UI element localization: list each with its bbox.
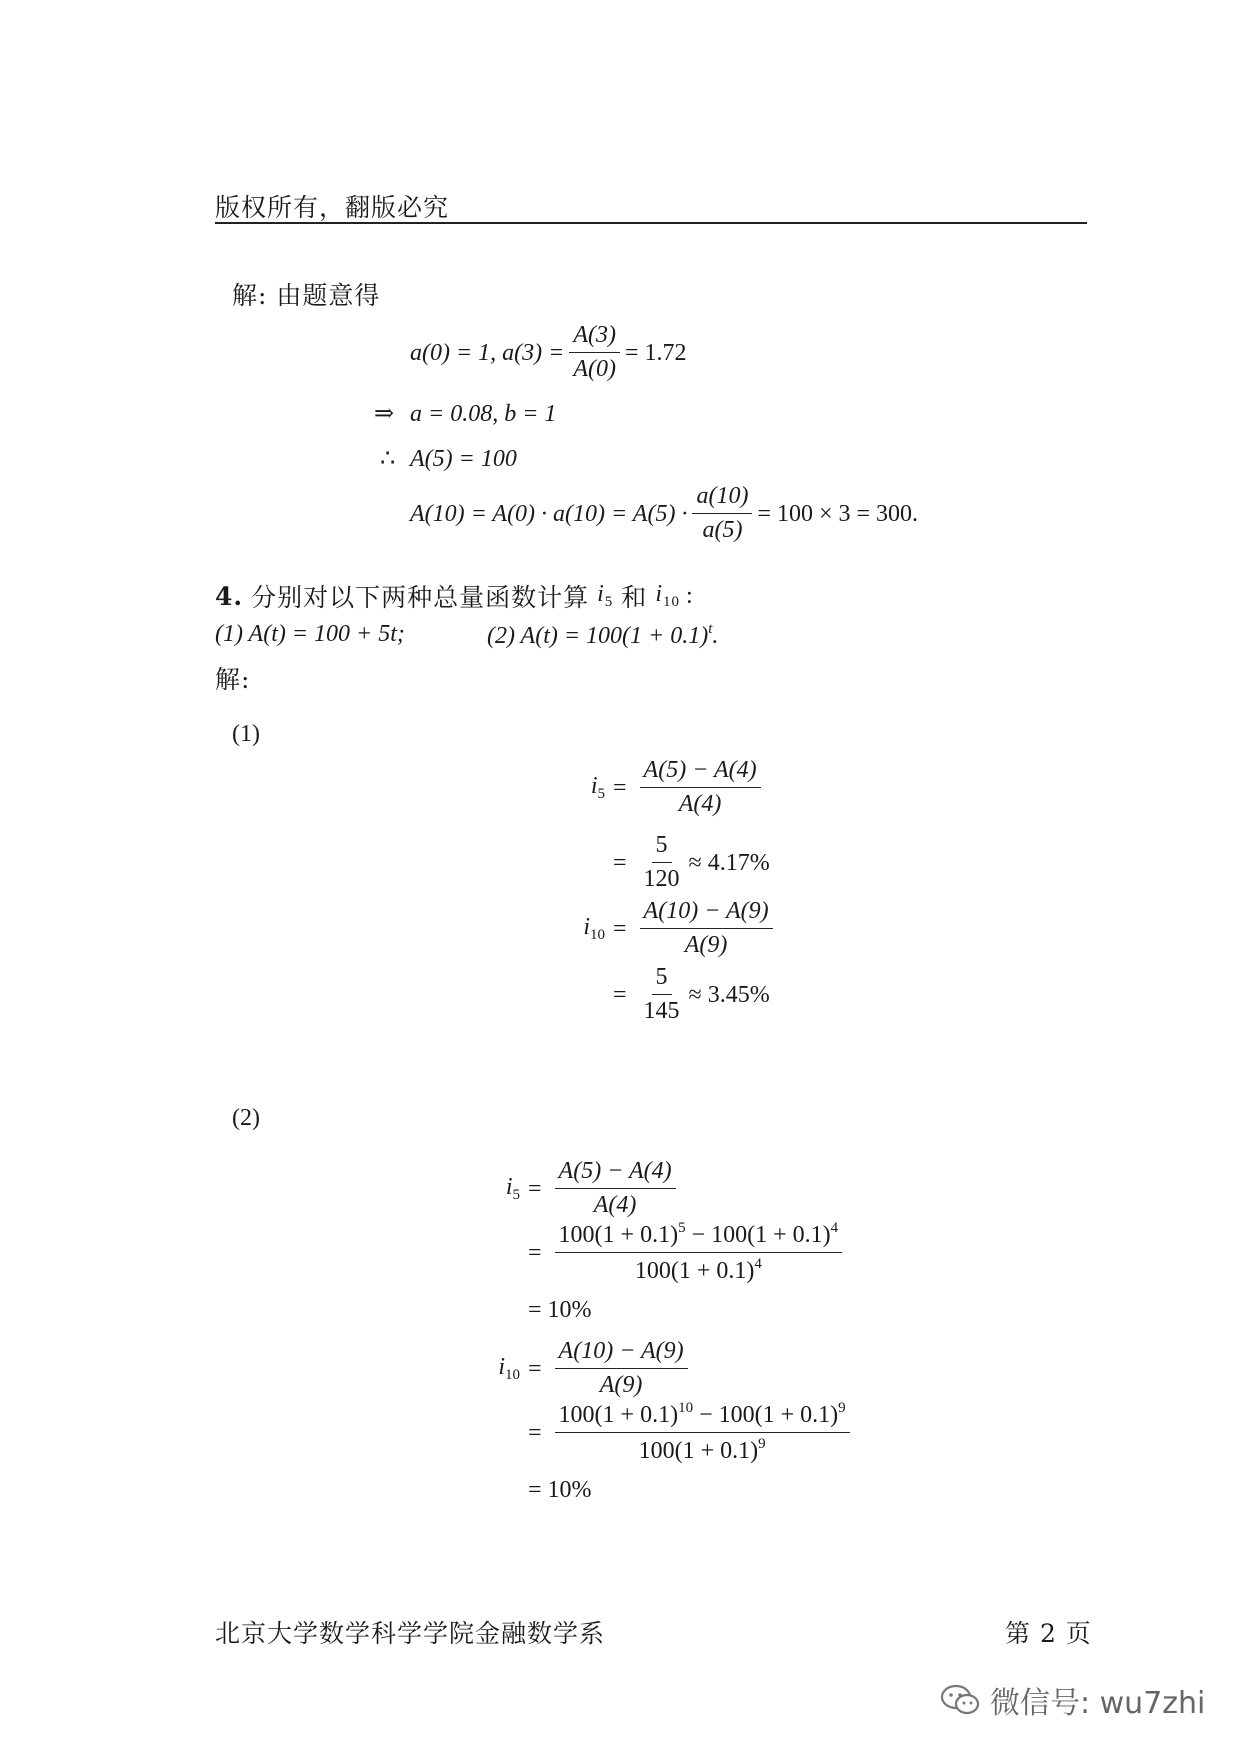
therefore-symbol: ∴ — [380, 446, 396, 472]
fraction-i10-expanded — [555, 1400, 850, 1465]
wechat-icon — [940, 1683, 982, 1717]
sub2-i10-line1: $i_{10}$ = $\frac{A(10) - A(9)}{A(9)}$ — [470, 1340, 855, 1398]
i5-lhs: $i_5$ — [505, 1174, 520, 1203]
frac-numerator: 5 — [652, 832, 672, 863]
answer-label: 解: — [215, 665, 251, 694]
item2-exponent: t — [708, 621, 713, 637]
subpart-1-label: (1) — [232, 721, 260, 747]
frac-numerator: A(5) − A(4) — [555, 1158, 676, 1189]
frac-denominator: a(5) — [702, 516, 743, 543]
eq-rhs: = 1.72 — [625, 339, 687, 366]
frac-numerator: $100(1 + 0.1)^5 - 100(1 + 0.1)^4$ — [555, 1220, 843, 1253]
equation-a-b: a = 0.08, b = 1 — [410, 401, 557, 427]
eq-lhs: A(10) = A(0) · a(10) = A(5) · — [410, 500, 688, 527]
sub2-i10-line2: = $\frac{100(1 + 0.1)^{10} - 100(1 + 0.1)^9}{100(1 + 0.1)^9}$ — [470, 1404, 855, 1462]
symbol-i10: $i_{10}$ — [655, 581, 680, 610]
footer-department: 北京大学数学科学学院金融数学系 — [215, 1619, 606, 1648]
sub1-i10-line2: = $\frac{5}{145}$ ≈ 3.45% — [613, 964, 770, 1024]
sub2-i5-line3 — [470, 1290, 855, 1330]
i5-result: = 10% — [528, 1297, 592, 1323]
fraction-i5 — [555, 1158, 676, 1219]
fraction-i5-expanded — [555, 1220, 843, 1285]
item2-period: . — [712, 623, 719, 649]
fraction-a10-a5 — [692, 483, 752, 544]
frac-numerator: A(10) − A(9) — [555, 1338, 688, 1369]
eq-rhs: = 100 × 3 = 300. — [757, 500, 919, 527]
problem-number: 4. — [215, 581, 244, 611]
subpart-2-derivation — [470, 1160, 855, 1510]
frac-numerator: A(5) − A(4) — [640, 757, 761, 788]
frac-numerator: A(10) − A(9) — [640, 898, 773, 929]
frac-numerator: $100(1 + 0.1)^{10} - 100(1 + 0.1)^9$ — [555, 1400, 850, 1433]
i10-lhs: $i_{10}$ — [583, 914, 605, 943]
sub2-i5-line2: = $\frac{100(1 + 0.1)^5 - 100(1 + 0.1)^4}{100(1 + 0.1)^4}$ — [470, 1224, 855, 1282]
item2-text: (2) A(t) = 100(1 + 0.1) — [487, 623, 709, 649]
problem-item-2 — [487, 622, 718, 648]
footer-page-number: 第 2 页 — [1005, 1619, 1092, 1648]
problem-and: 和 — [621, 583, 648, 612]
frac-denominator: 120 — [643, 866, 680, 892]
fraction-i10 — [555, 1338, 688, 1399]
sub1-i5-line1: $i_5$ = $\frac{A(5) - A(4)}{A(4)}$ — [555, 768, 778, 808]
watermark-text: 微信号: wu7zhi — [990, 1686, 1206, 1721]
eq-lhs: a(0) = 1, a(3) = — [410, 339, 565, 366]
symbol-i5: $i_5$ — [597, 581, 614, 610]
frac-denominator: A(9) — [684, 932, 728, 958]
sub2-i5-line1: $i_5$ = $\frac{A(5) - A(4)}{A(4)}$ — [470, 1160, 855, 1218]
sub2-i10-line3 — [470, 1470, 855, 1510]
fraction-i5 — [640, 757, 761, 818]
problem-text: 分别对以下两种总量函数计算 — [251, 583, 590, 612]
problem-item-1: (1) A(t) = 100 + 5t; — [215, 621, 405, 647]
i10-result: = 10% — [528, 1477, 592, 1503]
frac-denominator: $100(1 + 0.1)^4$ — [634, 1256, 762, 1284]
frac-denominator: 145 — [643, 998, 680, 1024]
sub1-i5-line2: = $\frac{5}{120}$ ≈ 4.17% — [613, 832, 770, 892]
frac-numerator: A(3) — [569, 322, 620, 353]
i5-lhs: $i_5$ — [590, 773, 605, 802]
frac-denominator: A(9) — [599, 1372, 643, 1398]
frac-denominator: A(4) — [678, 791, 722, 817]
fraction-5-145 — [640, 964, 684, 1025]
i5-result: ≈ 4.17% — [688, 850, 770, 876]
subpart-1-derivation — [555, 757, 778, 1024]
i10-result: ≈ 3.45% — [688, 982, 770, 1008]
frac-denominator: A(4) — [593, 1192, 637, 1218]
implies-symbol: ⇒ — [374, 401, 395, 427]
frac-numerator: a(10) — [692, 483, 752, 514]
i10-lhs: $i_{10}$ — [498, 1354, 520, 1383]
frac-denominator: A(0) — [573, 355, 617, 382]
wechat-watermark — [940, 1678, 1205, 1722]
frac-numerator: 5 — [652, 964, 672, 995]
problem-4-statement — [215, 578, 694, 614]
fraction-a3-a0 — [569, 322, 620, 383]
equation-A5: A(5) = 100 — [410, 446, 517, 472]
header-rule — [215, 222, 1087, 224]
fraction-5-120 — [640, 832, 684, 893]
equation-a0-a3 — [410, 322, 687, 383]
sub1-i10-line1: $i_{10}$ = $\frac{A(10) - A(9)}{A(9)}$ — [555, 900, 778, 958]
solution-intro: 解: 由题意得 — [232, 281, 381, 310]
frac-denominator: $100(1 + 0.1)^9$ — [638, 1436, 766, 1464]
problem-colon: : — [685, 583, 694, 609]
equation-A10 — [410, 483, 918, 544]
fraction-i10 — [640, 898, 773, 959]
subpart-2-label: (2) — [232, 1105, 260, 1131]
page-header-title: 版权所有，翻版必究 — [215, 193, 450, 222]
